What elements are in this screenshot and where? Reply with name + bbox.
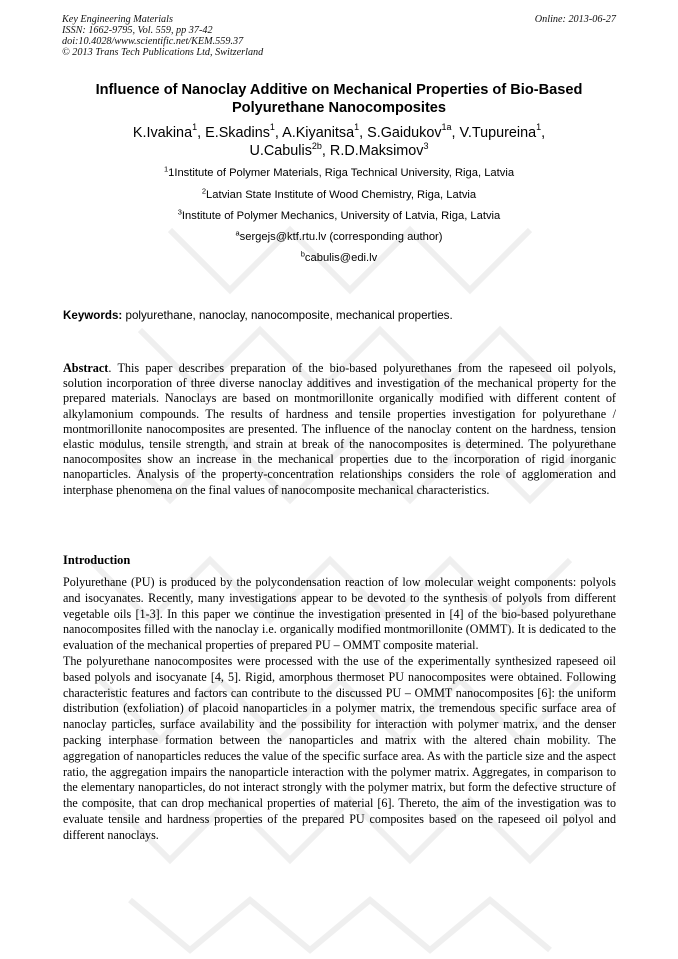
journal-copyright: © 2013 Trans Tech Publications Ltd, Switzerland	[62, 47, 264, 58]
keywords-text: polyurethane, nanoclay, nanocomposite, mechanical properties.	[122, 309, 453, 322]
abstract	[63, 361, 616, 498]
affiliation-sup: 2	[201, 186, 207, 196]
title-line-1: Influence of Nanoclay Additive on Mechanical Properties of Bio-Based	[95, 82, 583, 98]
abstract-label: Abstract	[63, 361, 109, 375]
author-name: S.Gaidukov	[367, 125, 442, 141]
paper-title	[40, 82, 638, 117]
author-sup: 1a	[441, 122, 452, 133]
affiliation-text: cabulis@edi.lv	[304, 252, 378, 264]
author-sup: 1	[536, 122, 542, 133]
introduction-body	[63, 575, 616, 844]
abstract-text: . This paper describes preparation of the bio-based polyurethanes from the rapeseed oil polyols, solution incorporation of three diverse nanoclay additives and investigation of the mechanical property for the prepared materials. Nanoclays are based on montmorillonite organically modified with different content of alkylamonium compounds. The results of hardness and tensile properties investigation for polyurethane / montmorillonite nanocomposites are presented. The influence of the nanoclay content on the hardness, tension elastic modulus, tensile strength, and strain at break of the nanocomposites is determined. The polyurethane nanocomposites show an increase in the mechanical properties due to the incorporation of rigid inorganic nanoparticles. Analysis of the property-concentration relationships considers the role of agglomeration and interphase phenomena on the final values of nanocomposite mechanical characteristics.	[63, 361, 616, 497]
author-list	[40, 124, 638, 161]
online-date: Online: 2013-06-27	[534, 14, 616, 25]
affiliation-email-a	[40, 228, 638, 244]
affiliation-3	[40, 207, 638, 223]
author-sup: 3	[423, 140, 429, 151]
author-name: A.Kiyanitsa	[282, 125, 355, 141]
journal-issn: ISSN: 1662-9795, Vol. 559, pp 37-42	[62, 25, 213, 36]
journal-doi: doi:10.4028/www.scientific.net/KEM.559.37	[62, 36, 244, 47]
affiliation-sup: 3	[177, 207, 182, 217]
paragraph: The polyurethane nanocomposites were processed with the use of the experimentally synthesized rapeseed oil based polyols and isocyanate [4, 5]. Rigid, amorphous thermoset PU nanocomposites were obtained. Following characteristic features and factors can contribute to the discussed PU – OMMT nanocomposites [6]: the uniform distribution (exfoliation) of placoid nanoparticles in a polymer matrix, the tremendous specific surface area of nanoclay particles, surface availability and the possibility for interaction with polymer matrix, and the denser packing interphase formation between the nanoparticles and matrix with the altered chain mobility. The aggregation of nanoparticles reduces the value of the specific surface area. As with the particle size and the aspect ratio, the aggregation impairs the nanoparticle interaction with the polymer matrix. Aggregates, in comparison to the elementary nanoparticles, do not interact strongly with the polymer matrix, but form the defective structure of the composite, that can drop mechanical properties of material [6]. Thereto, the aim of the investigation was to evaluate tensile and hardness properties of the prepared PU composites based on the rapeseed oil polyol and different nanoclays.	[63, 653, 616, 842]
affiliation-sup: b	[300, 249, 305, 259]
affiliation-sup: a	[235, 228, 240, 238]
affiliation-text: Institute of Polymer Mechanics, University of Latvia, Riga, Latvia	[181, 210, 501, 222]
affiliation-sup: 1	[163, 164, 169, 174]
author-line-1: K.Ivakina$^1$, E.Skadins$^1$, A.Kiyanitsa$^1$, S.Gaidukov$^{1a}$, V.Tupureina$^1$,	[132, 122, 546, 141]
affiliation-email-b	[40, 249, 638, 265]
author-sup: 1	[269, 122, 275, 133]
affiliation-1	[40, 164, 638, 180]
affiliation-text: sergejs@ktf.rtu.lv (corresponding author)	[239, 231, 443, 243]
author-sup: 2b	[311, 140, 322, 151]
keywords	[63, 309, 623, 323]
author-name: U.Cabulis	[249, 143, 312, 160]
affiliation-text: Latvian State Institute of Wood Chemistry, Riga, Latvia	[206, 189, 477, 201]
keywords-label: Keywords:	[63, 309, 123, 322]
author-sup: 1	[354, 122, 360, 133]
journal-name: Key Engineering Materials	[62, 14, 173, 25]
author-name: V.Tupureina	[459, 125, 537, 141]
affiliation-2	[40, 186, 638, 202]
title-line-2: Polyurethane Nanocomposites	[231, 99, 447, 116]
affiliation-text: 1Institute of Polymer Materials, Riga Technical University, Riga, Latvia	[168, 167, 515, 179]
watermark-stroke	[130, 900, 550, 950]
paragraph: Polyurethane (PU) is produced by the polycondensation reaction of low molecular weight components: polyols and isocyanates. Recently, many investigations appear to be devoted to the synthesis of polyols from different vegetable oils [1-3]. In this paper we continue the investigation presented in [4] of the bio-based polyurethane nanocomposites filled with the nanoclay i.e. organically modified montmorillonite (OMMT). It is dedicated to the evaluation of the mechanical properties of prepared PU – OMMT composite material.	[63, 575, 616, 653]
author-name: K.Ivakina	[132, 125, 193, 141]
author-name: R.D.Maksimov	[329, 143, 424, 160]
author-sup: 1	[192, 122, 198, 133]
section-heading-introduction: Introduction	[63, 553, 131, 567]
journal-header	[62, 14, 616, 58]
author-name: E.Skadins	[205, 125, 270, 141]
author-line-2: U.Cabulis$^{2b}$, R.D.Maksimov$^3$	[249, 140, 429, 160]
